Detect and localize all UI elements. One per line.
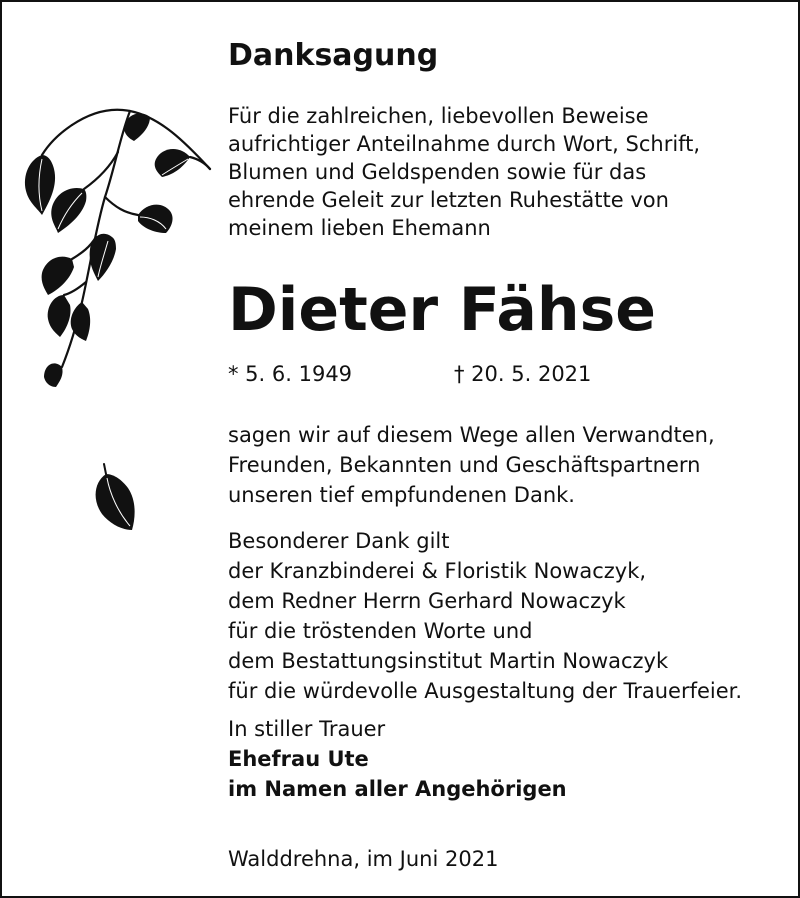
place-date: Walddrehna, im Juni 2021 xyxy=(228,847,499,871)
thanks-paragraph: sagen wir auf diesem Wege allen Verwandten, Freunden, Bekannten und Geschäftspartnern unseren tief empfundenen Dank. xyxy=(228,423,715,507)
signature-spouse: Ehefrau Ute xyxy=(228,747,369,771)
signature-relatives: im Namen aller Angehörigen xyxy=(228,777,567,801)
birth-date: * 5. 6. 1949 xyxy=(228,362,353,386)
mourning-line: In stiller Trauer xyxy=(228,717,386,741)
leafy-branch-icon xyxy=(20,97,220,387)
special-thanks-paragraph: Besonderer Dank gilt der Kranzbinderei & Floristik Nowaczyk, dem Redner Herrn Gerhard Nowaczyk für die tröstenden Worte und dem Bestattungsinstitut Martin Nowaczyk für die würdevolle Ausgestaltung der Trauerfeier. xyxy=(228,529,743,703)
falling-leaf-icon xyxy=(92,460,142,532)
notice-heading: Danksagung xyxy=(228,38,439,73)
deceased-name: Dieter Fähse xyxy=(228,275,656,345)
intro-paragraph: Für die zahlreichen, liebevollen Beweise aufrichtiger Anteilnahme durch Wort, Schrift, Blumen und Geldspenden sowie für das ehrende Geleit zur letzten Ruhestätte von meinem lieben Ehemann xyxy=(228,104,701,240)
death-date: † 20. 5. 2021 xyxy=(454,362,592,386)
